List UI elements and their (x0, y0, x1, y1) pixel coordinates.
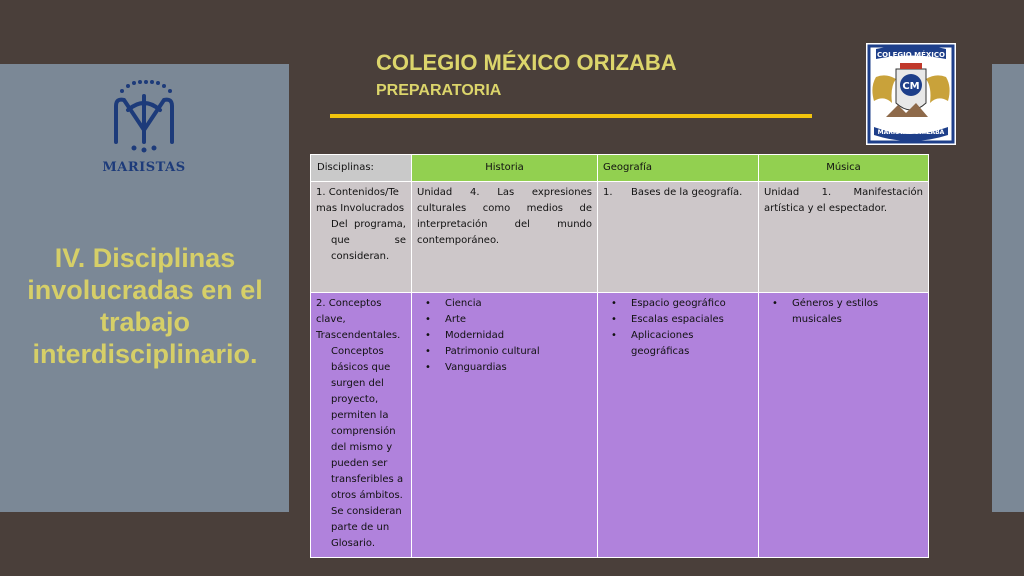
row2-label-desc: Conceptos básicos que surgen del proyecto, permiten la comprensión del mismo y pueden ser transferibles a otros ámbitos. Se consideran parte de un Glosario. (331, 346, 404, 549)
school-crest (866, 43, 956, 145)
list-item: 1. Bases de la geografía. (603, 187, 743, 198)
maristas-monogram-icon (98, 76, 190, 158)
row1-label-cell (311, 182, 412, 293)
header-geografia: Geografía (598, 155, 759, 182)
row2-label-title: 2. Conceptos clave, Trascendentales. (316, 298, 401, 341)
maristas-logo (98, 76, 190, 180)
right-decor-strip (992, 64, 1024, 512)
table-header-row (311, 155, 929, 182)
header-historia: Historia (412, 155, 598, 182)
list-item: • Arte (417, 312, 592, 328)
list-item: • Espacio geográfico (603, 296, 753, 312)
header-disciplinas: Disciplinas: (311, 155, 412, 182)
row1-historia-cell: Unidad 4. Las expresiones culturales como medios de interpretación del mundo contemporáneo. (412, 182, 598, 293)
list-item: • Patrimonio cultural (417, 344, 592, 360)
maristas-logo-text: MARISTAS (102, 160, 186, 175)
list-item: • Modernidad (417, 328, 592, 344)
crest-bottom-text: MARISTAS ORIZABA (877, 129, 945, 136)
crest-emblem-icon (866, 43, 956, 145)
list-item: • Ciencia (417, 296, 592, 312)
table-row (311, 293, 929, 558)
row2-musica-cell (759, 293, 929, 558)
row2-geografia-cell (598, 293, 759, 558)
school-name: COLEGIO MÉXICO ORIZABA (376, 50, 677, 75)
title-underline (330, 114, 812, 118)
row1-geografia-cell (598, 182, 759, 293)
row1-musica-cell: Unidad 1. Manifestación artística y el espectador. (759, 182, 929, 293)
row1-label-title: 1. Contenidos/Temas Involucrados (316, 187, 405, 214)
crest-initials: CM (902, 81, 920, 92)
list-item: • Géneros y estilos musicales (764, 296, 923, 328)
row2-historia-cell (412, 293, 598, 558)
school-level: PREPARATORIA (376, 82, 502, 99)
list-item: • Vanguardias (417, 360, 592, 376)
row2-label-cell (311, 293, 412, 558)
list-item: • Escalas espaciales (603, 312, 753, 328)
row1-label-desc: Del programa, que se consideran. (331, 219, 406, 262)
table-row (311, 182, 929, 293)
disciplines-table (310, 154, 929, 558)
slide-title: IV. Disciplinas involucradas en el trabajo interdisciplinario. (27, 243, 263, 369)
list-item: • Aplicaciones geográficas (603, 328, 753, 360)
crest-top-text: COLEGIO MÉXICO (877, 51, 945, 59)
header-musica: Música (759, 155, 929, 182)
